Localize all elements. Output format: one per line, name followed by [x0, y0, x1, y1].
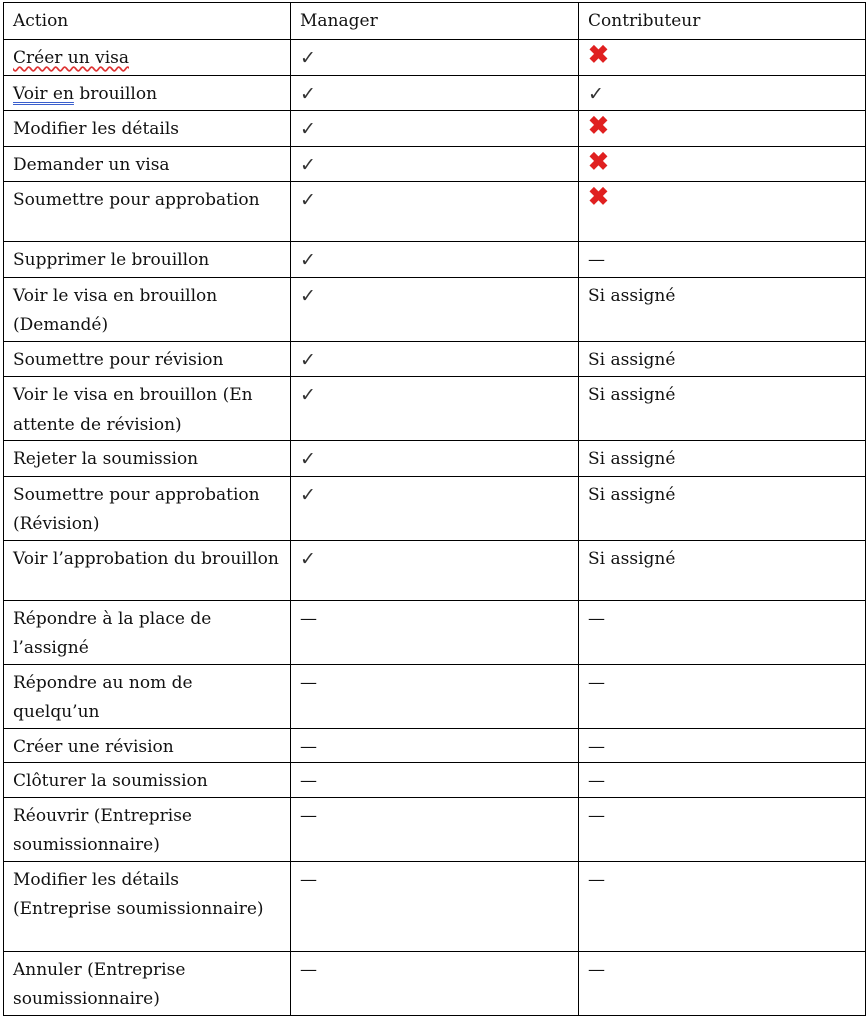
table-row [4, 242, 866, 278]
action-label: Soumettre pour approbation [13, 190, 260, 210]
action-cell [4, 40, 291, 76]
contributor-cell [579, 441, 866, 477]
manager-cell [291, 40, 579, 76]
dash-icon: — [300, 771, 317, 791]
action-label: Soumettre pour révision [13, 349, 224, 370]
contributor-cell [579, 182, 866, 242]
action-label: Rejeter la soumission [13, 449, 199, 469]
contributor-cell [579, 540, 866, 600]
contributor-cell [579, 40, 866, 76]
action-label: Voir l’approbation du brouillon [13, 548, 279, 569]
action-label: Créer une révision [13, 736, 174, 757]
permissions-table [3, 2, 866, 1016]
action-label: Voir le visa en brouillon (En attente de révision) [13, 385, 253, 435]
checkmark-icon: ✓ [300, 284, 316, 307]
header-row [4, 3, 866, 40]
table-row [4, 377, 866, 441]
table-row [4, 797, 866, 861]
dash-icon: — [588, 672, 605, 693]
table-row [4, 600, 866, 664]
dash-icon: — [300, 959, 317, 980]
dash-icon: — [300, 869, 317, 890]
table-row [4, 146, 866, 182]
checkmark-icon: ✓ [300, 448, 316, 470]
table-row [4, 341, 866, 377]
action-label: Modifier les détails [13, 119, 180, 139]
table-row [4, 441, 866, 477]
action-cell [4, 111, 291, 147]
action-label: Annuler (Entreprise soumissionnaire) [13, 959, 186, 1009]
table-row [4, 40, 866, 76]
manager-cell [291, 182, 579, 242]
action-cell [4, 277, 291, 341]
dash-icon: — [588, 869, 605, 890]
table-row [4, 476, 866, 540]
manager-cell [291, 341, 579, 377]
contributor-cell [579, 242, 866, 278]
action-label: Répondre à la place de l’assigné [13, 608, 212, 658]
checkmark-icon: ✓ [300, 118, 316, 140]
dash-icon: — [300, 672, 317, 693]
dash-icon: — [300, 736, 317, 757]
action-label: Voir le visa en brouillon (Demandé) [13, 285, 218, 335]
action-cell [4, 861, 291, 951]
contributor-cell [579, 797, 866, 861]
action-cell [4, 341, 291, 377]
contributor-cell [579, 951, 866, 1015]
action-cell [4, 664, 291, 728]
header-action: Action [4, 3, 291, 40]
table-row [4, 728, 866, 763]
manager-cell [291, 476, 579, 540]
contributor-cell [579, 111, 866, 147]
checkmark-icon: ✓ [300, 47, 316, 69]
checkmark-icon: ✓ [300, 483, 316, 506]
contributor-cell [579, 341, 866, 377]
dash-icon: — [300, 805, 317, 826]
action-label: Soumettre pour approbation (Révision) [13, 484, 260, 534]
manager-cell [291, 763, 579, 798]
action-cell [4, 441, 291, 477]
grammar-underline: Voir en [13, 83, 74, 104]
contributor-cell [579, 600, 866, 664]
table-row [4, 951, 866, 1015]
manager-cell [291, 111, 579, 147]
action-label: Supprimer le brouillon [13, 250, 210, 270]
table-row [4, 277, 866, 341]
action-cell [4, 242, 291, 278]
dash-icon: — [300, 608, 317, 629]
checkmark-icon: ✓ [300, 348, 316, 371]
manager-cell [291, 728, 579, 763]
table-row [4, 75, 866, 111]
contributor-condition-text: Si assigné [588, 385, 676, 405]
manager-cell [291, 797, 579, 861]
header-manager: Manager [291, 3, 579, 40]
manager-cell [291, 664, 579, 728]
manager-cell [291, 600, 579, 664]
action-label: Voir en brouillon [13, 83, 158, 104]
manager-cell [291, 540, 579, 600]
manager-cell [291, 146, 579, 182]
table-row [4, 182, 866, 242]
contributor-condition-text: Si assigné [588, 349, 676, 370]
action-cell [4, 146, 291, 182]
cross-icon: ✖ [588, 182, 609, 211]
checkmark-icon: ✓ [300, 82, 316, 105]
checkmark-icon: ✓ [300, 189, 316, 211]
dash-icon: — [588, 736, 605, 757]
contributor-cell [579, 146, 866, 182]
action-label: Clôturer la soumission [13, 771, 208, 791]
header-contributor: Contributeur [579, 3, 866, 40]
action-cell [4, 763, 291, 798]
action-cell [4, 797, 291, 861]
table-row [4, 763, 866, 798]
action-cell [4, 951, 291, 1015]
contributor-cell [579, 664, 866, 728]
action-label: Répondre au nom de quelqu’un [13, 672, 193, 722]
manager-cell [291, 75, 579, 111]
action-cell [4, 476, 291, 540]
contributor-condition-text: Si assigné [588, 484, 676, 505]
contributor-condition-text: Si assigné [588, 285, 676, 306]
action-cell [4, 540, 291, 600]
contributor-cell [579, 861, 866, 951]
contributor-cell [579, 377, 866, 441]
contributor-condition-text: Si assigné [588, 449, 676, 469]
action-cell [4, 377, 291, 441]
dash-icon: — [588, 250, 605, 270]
contributor-cell [579, 476, 866, 540]
manager-cell [291, 242, 579, 278]
manager-cell [291, 861, 579, 951]
contributor-cell [579, 763, 866, 798]
table-row [4, 540, 866, 600]
action-label: Demander un visa [13, 154, 170, 175]
dash-icon: — [588, 771, 605, 791]
dash-icon: — [588, 959, 605, 980]
contributor-cell [579, 75, 866, 111]
action-cell [4, 182, 291, 242]
table-row [4, 861, 866, 951]
manager-cell [291, 277, 579, 341]
action-cell [4, 75, 291, 111]
action-cell [4, 728, 291, 763]
cross-icon: ✖ [588, 40, 609, 69]
manager-cell [291, 377, 579, 441]
table-row [4, 664, 866, 728]
checkmark-icon: ✓ [588, 82, 604, 105]
cross-icon: ✖ [588, 146, 609, 176]
checkmark-icon: ✓ [300, 384, 316, 406]
manager-cell [291, 951, 579, 1015]
action-label: Modifier les détails (Entreprise soumissionnaire) [13, 869, 264, 919]
action-cell [4, 600, 291, 664]
contributor-cell [579, 728, 866, 763]
checkmark-icon: ✓ [300, 153, 316, 176]
table-row [4, 111, 866, 147]
dash-icon: — [588, 805, 605, 826]
manager-cell [291, 441, 579, 477]
cross-icon: ✖ [588, 111, 609, 140]
checkmark-icon: ✓ [300, 547, 316, 570]
checkmark-icon: ✓ [300, 249, 316, 271]
contributor-condition-text: Si assigné [588, 548, 676, 569]
contributor-cell [579, 277, 866, 341]
dash-icon: — [588, 608, 605, 629]
action-label: Réouvrir (Entreprise soumissionnaire) [13, 805, 192, 855]
action-label: Créer un visa [13, 48, 129, 68]
